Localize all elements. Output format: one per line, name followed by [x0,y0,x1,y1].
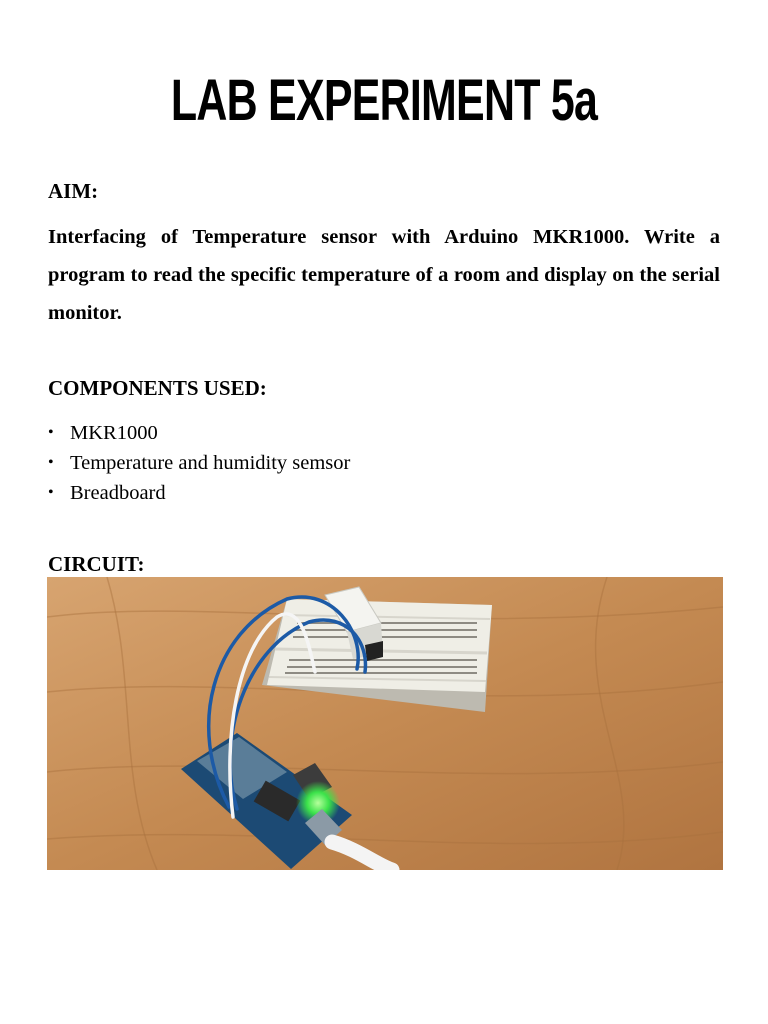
component-label: MKR1000 [70,422,158,444]
list-item [48,448,350,478]
component-label: Breadboard [70,482,166,504]
bullet-icon: • [48,424,54,441]
aim-text: Interfacing of Temperature sensor with Arduino MKR1000. Write a program to read the specific temperature of a room and display on the serial monitor. [48,226,720,324]
components-heading: COMPONENTS USED: [48,376,267,400]
bullet-icon: • [48,454,54,471]
aim-heading: AIM: [48,179,99,203]
components-list [48,418,350,508]
circuit-heading: CIRCUIT: [48,552,145,576]
list-item [48,478,350,508]
list-item [48,418,350,448]
component-label: Temperature and humidity semsor [70,452,351,474]
document-title: LAB EXPERIMENT 5a [170,68,598,133]
bullet-icon: • [48,484,54,501]
circuit-photo [47,577,723,870]
